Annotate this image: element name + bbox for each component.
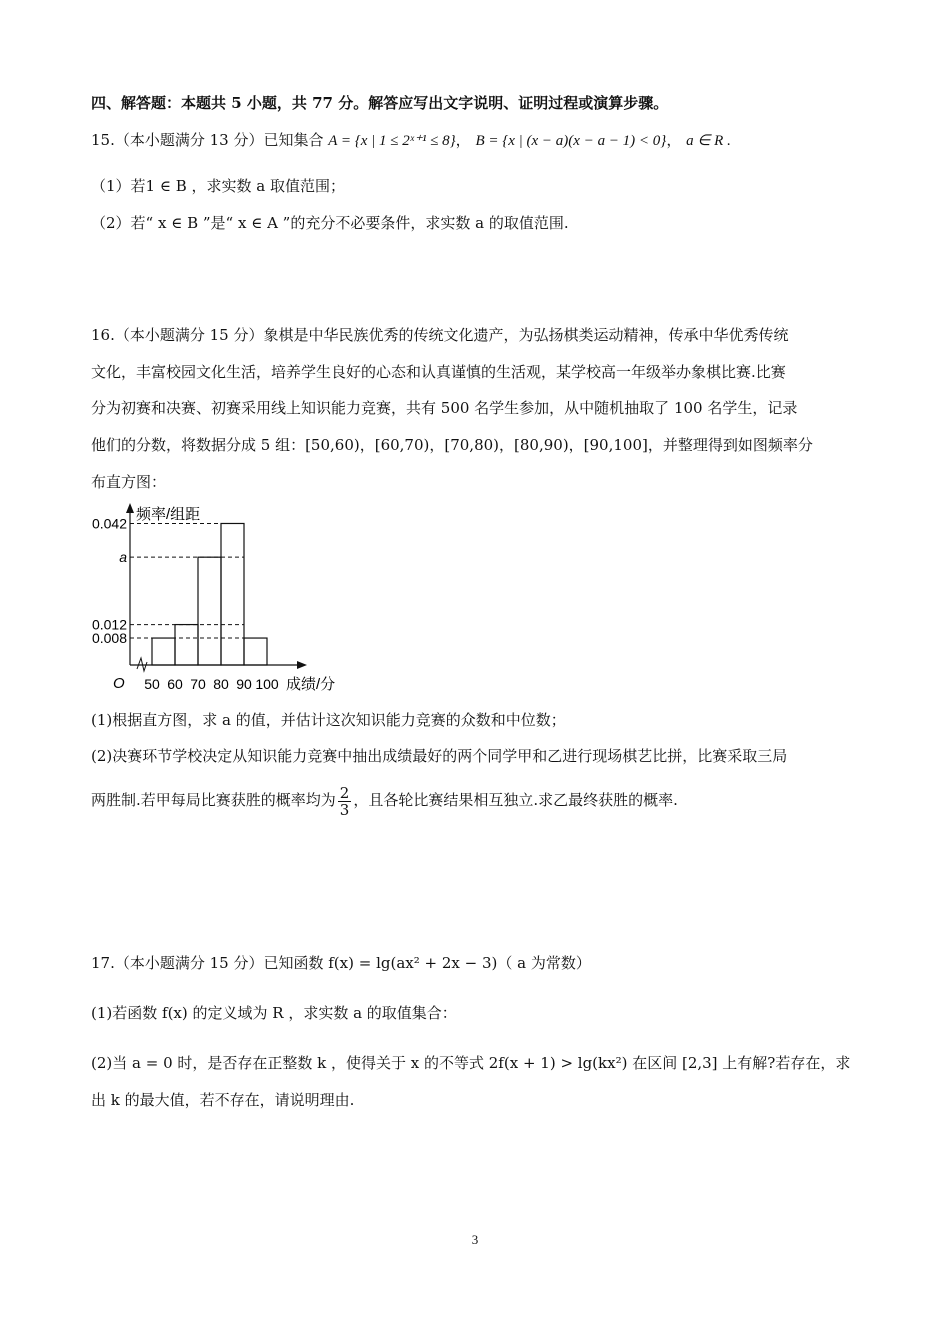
section-title: 四、解答题：本题共 5 小题，共 77 分。解答应写出文字说明、证明过程或演算步骤。 [91, 94, 669, 112]
y-axis-label: 频率/组距 [136, 506, 201, 523]
y-tick-label: 0.042 [91, 515, 127, 532]
q15-part2: （2）若“ x ∈ B ”是“ x ∈ A ”的充分不必要条件，求实数 a 的取值范围. [91, 214, 569, 232]
histogram-bar [198, 557, 221, 665]
fraction-denominator: 3 [339, 800, 350, 819]
x-tick-label: 80 [213, 676, 229, 692]
y-axis-arrow [126, 503, 134, 513]
q15-set-a: A = {x | 1 ≤ 2ˣ⁺¹ ≤ 8} [328, 133, 456, 149]
origin-label: O [113, 675, 125, 692]
q16-part1: (1)根据直方图，求 a 的值，并估计这次知识能力竞赛的众数和中位数； [91, 711, 566, 729]
q16-line3: 分为初赛和决赛、初赛采用线上知识能力竞赛，共有 500 名学生参加，从中随机抽取了 100 名学生，记录 [91, 399, 798, 417]
x-axis-arrow [297, 661, 307, 669]
q17-stem: 17.（本小题满分 15 分）已知函数 f(x) = lg(ax² + 2x − 3)（ a 为常数） [91, 954, 591, 972]
q16-part2-line1: (2)决赛环节学校决定从知识能力竞赛中抽出成绩最好的两个同学甲和乙进行现场棋艺比拼，比赛采取三局 [91, 747, 788, 765]
x-axis-label: 成绩/分 [286, 676, 336, 693]
x-tick-label: 60 [167, 676, 183, 692]
q15-stem: 15.（本小题满分 13 分）已知集合 A = {x | 1 ≤ 2ˣ⁺¹ ≤ 8}， B = {x | (x − a)(x − a − 1) < 0}， a ∈ R . [91, 131, 731, 149]
q16-line1: 16.（本小题满分 15 分）象棋是中华民族优秀的传统文化遗产，为弘扬棋类运动精神，传承中华优秀传统 [91, 326, 789, 344]
fraction-numerator: 2 [339, 783, 350, 802]
y-tick-label: a [119, 549, 127, 566]
q16-part2-text: 两胜制.若甲每局比赛获胜的概率均为 [91, 791, 336, 809]
x-tick-label: 70 [190, 676, 206, 692]
q15-intro: 15.（本小题满分 13 分）已知集合 [91, 131, 324, 149]
q16-part2-line2 [91, 782, 678, 818]
y-tick-label: 0.012 [91, 616, 127, 633]
q17-part2-line1: (2)当 a = 0 时，是否存在正整数 k ，使得关于 x 的不等式 2f(x + 1) > lg(kx²) 在区间 [2,3] 上有解?若存在，求 [91, 1054, 851, 1072]
x-tick-label: 50 [144, 676, 160, 692]
q16-line5: 布直方图： [91, 473, 167, 491]
q17-part1: (1)若函数 f(x) 的定义域为 R ，求实数 a 的取值集合： [91, 1004, 457, 1022]
histogram-chart [85, 500, 365, 700]
histogram-bar [175, 625, 198, 665]
q17-part2-line2: 出 k 的最大值，若不存在，请说明理由. [91, 1091, 355, 1109]
q15-part1: （1）若1 ∈ B ，求实数 a 取值范围； [91, 177, 345, 195]
q16-line4: 他们的分数，将数据分成 5 组：[50,60)，[60,70)，[70,80)，[80,90)，[90,100]，并整理得到如图频率分 [91, 436, 813, 454]
q15-tail: a ∈ R . [686, 133, 731, 149]
histogram-bar [221, 523, 244, 665]
x-tick-label: 90 [236, 676, 252, 692]
page-number: 3 [471, 1232, 479, 1247]
histogram-bar [152, 638, 175, 665]
q16-part2-tail: ，且各轮比赛结果相互独立.求乙最终获胜的概率. [353, 791, 678, 809]
q16-line2: 文化，丰富校园文化生活，培养学生良好的心态和认真谨慎的生活观，某学校高一年级举办象棋比赛.比赛 [91, 363, 786, 381]
x-tick-label: 100 [255, 676, 279, 692]
y-tick-label: 0.008 [91, 630, 127, 647]
fraction [338, 785, 352, 818]
q15-set-b: B = {x | (x − a)(x − a − 1) < 0} [475, 133, 667, 149]
histogram-bar [244, 638, 267, 665]
